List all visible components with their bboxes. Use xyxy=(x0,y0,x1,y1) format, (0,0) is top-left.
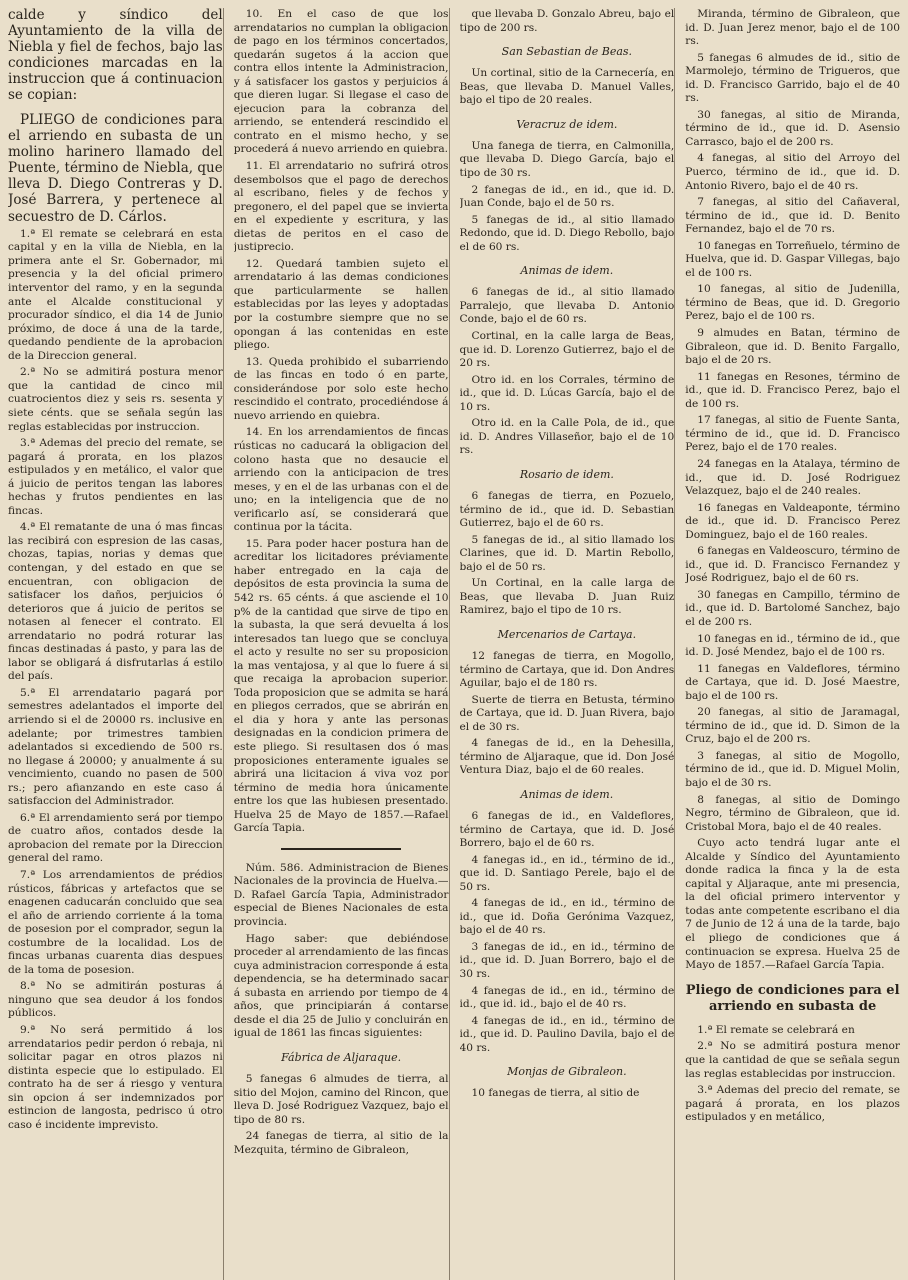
condition: 15. Para poder hacer postura han de acreditar los licitadores préviamente haber entregado en la caja de depósitos de esta provincia la suma de 542 rs. 65 cénts. á que asciende el 10 p% de la cantidad que sirve de tipo en la subasta, la que será devuelta á los interesados tan luego que se concluya el acto y resulte no ser su proposicion la mas ventajosa, y al que lo fuere á si que recaiga la aprobacion superior. Toda proposicion que se admita se hará en pliegos cerrados, que se abrirán en el dia y hora y ante las personas designadas en la condicion primera de este pliego. Si resultasen dos ó mas proposiciones enteramente iguales se abrirá una licitacion á viva voz por término de media hora únicamente entre los que las hubiesen presentado. Huelva 25 de Mayo de 1857.—Rafael García Tapia. xyxy=(233,537,449,835)
property-item: Una fanega de tierra, en Calmonilla, que llevaba D. Diego García, bajo el tipo de 30 rs. xyxy=(459,139,675,179)
column-4 xyxy=(685,8,900,1280)
notice-paragraph: Hago saber: que debiéndose proceder al arrendamiento de las fincas cuya administracion corresponde á esta dependencia, se ha determinado sacar á subasta en arriendo por tiempo de 4 años, que principiarán á contarse desde el dia 25 de Julio y concluirán en igual de 1861 las fincas siguientes: xyxy=(233,932,449,1040)
property-item: Un cortinal, sitio de la Carnecería, en Beas, que llevaba D. Manuel Valles, bajo el tipo de 20 reales. xyxy=(459,67,675,107)
condition: 12. Quedará tambien sujeto el arrendatario á las demas condiciones que particularmente se hallen establecidas por las leyes y adoptadas por la costumbre siempre que no se opongan á las contenidas en este pliego. xyxy=(233,257,449,352)
condition: 1.ª El remate se celebrará en esta capital y en la villa de Niebla, en la primera ante el Sr. Gobernador, mi presencia y la del oficial primero interventor del ramo, y en la segunda ante el Alcalde constitucional y procurador síndico, el dia 14 de Junio próximo, de doce á una de la tarde, quedando pendiente de la aprobacion de la Direccion general. xyxy=(8,227,223,362)
property-item: 2 fanegas de id., en id., que id. D. Juan Conde, bajo el de 50 rs. xyxy=(459,183,675,210)
property-item: 5 fanegas 6 almudes de tierra, al sitio del Mojon, camino del Rincon, que lleva D. José Rodriguez Vazquez, bajo el tipo de 80 rs. xyxy=(233,1073,449,1126)
closing-paragraph: Cuyo acto tendrá lugar ante el Alcalde y Síndico del Ayuntamiento donde radica la finca y la de esta capital y Aljaraque, ante mi presencia, la del oficial primero interventor y todas ante competente escribano el dia 7 de Junio de 12 á una de la tarde, bajo el pliego de condiciones que á continuacion se expresa. Huelva 25 de Mayo de 1857.—Rafael García Tapia. xyxy=(685,837,900,972)
property-item: Otro id. en los Corrales, término de id., que id. D. Lúcas García, bajo el de 10 rs. xyxy=(459,373,675,413)
condition: 4.ª El rematante de una ó mas fincas las recibirá con espresion de las casas, chozas, tapias, norias y demas que contengan, y del estado en que se encuentran, con obligacion de satisfacer los daños, perjuicios ó deterioros que á juicio de peritos se notasen al fenecer el contrato. El arrendatario no podrá roturar las fincas destinadas á pasto, y para las de labor se obligará á disfrutarlas á estilo del país. xyxy=(8,521,223,683)
property-item: 3 fanegas de id., en id., término de id., que id. D. Juan Borrero, bajo el de 30 rs. xyxy=(459,940,675,980)
property-item: 4 fanegas de id., en id., término de id., que id. id., bajo el de 40 rs. xyxy=(459,984,675,1011)
section-heading: Fábrica de Aljaraque. xyxy=(281,1050,402,1064)
property-item: 5 fanegas de id., al sitio llamado los Clarines, que id. D. Martin Rebollo, bajo el de 50 rs. xyxy=(459,533,675,573)
section-divider xyxy=(281,848,401,850)
condition: 7.ª Los arrendamientos de prédios rústicos, fábricas y artefactos que se enagenen caducarán concluido que sea el año de arriendo corriente á la toma de posesion por el comprador, segun la costumbre de la localidad. Los de fincas urbanas cuarenta dias despues de la toma de posesion. xyxy=(8,869,223,976)
property-item: 10 fanegas en Torreñuelo, término de Huelva, que id. D. Gaspar Villegas, bajo el de 100 rs. xyxy=(685,239,900,279)
property-item: 24 fanegas en la Atalaya, término de id., que id. D. José Rodriguez Velazquez, bajo el de 240 reales. xyxy=(685,457,900,498)
property-item: 10 fanegas en id., término de id., que id. D. José Mendez, bajo el de 100 rs. xyxy=(685,632,900,659)
column-2 xyxy=(234,8,450,1280)
property-item: 20 fanegas, al sitio de Jaramagal, término de id., que id. D. Simon de la Cruz, bajo el de 200 rs. xyxy=(685,706,900,746)
property-item: 10 fanegas de tierra, al sitio de xyxy=(471,1087,640,1100)
condition: 1.ª El remate se celebrará en xyxy=(697,1023,855,1036)
pliego-subheading: Pliego de condiciones para el arriendo en subasta de xyxy=(685,982,900,1015)
column-1 xyxy=(8,8,224,1280)
property-item: 12 fanegas de tierra, en Mogollo, término de Cartaya, que id. Don Andres Aguilar, bajo el de 180 rs. xyxy=(459,649,675,690)
condition: 3.ª Ademas del precio del remate, se pagará á prorata, en los plazos estipulados y en metálico, xyxy=(685,1084,900,1124)
property-item: 30 fanegas, al sitio de Miranda, término de id., que id. D. Asensio Carrasco, bajo el de 200 rs. xyxy=(685,108,900,148)
section-heading: Veracruz de idem. xyxy=(516,117,618,131)
property-item: Miranda, término de Gibraleon, que id. D. Juan Jerez menor, bajo el de 100 rs. xyxy=(685,8,900,48)
condition: 6.ª El arrendamiento será por tiempo de cuatro años, contados desde la aprobacion del remate por la Direccion general del ramo. xyxy=(8,811,223,865)
condition: 9.ª No será permitido á los arrendatarios pedir perdon ó rebaja, ni solicitar pagar en otros plazos ni distinta especie que lo estipulado. El contrato ha de ser á riesgo y ventura sin opcion á ser indemnizados por estincion de langosta, pedrisco ú otro caso é incidente imprevisto. xyxy=(8,1024,223,1131)
property-item: 8 fanegas, al sitio de Domingo Negro, término de Gibraleon, que id. Cristobal Mora, bajo el de 40 reales. xyxy=(685,793,900,833)
property-item: 16 fanegas en Valdeaponte, término de id., que id. D. Francisco Perez Dominguez, bajo el de 160 reales. xyxy=(685,501,900,541)
property-item: 5 fanegas de id., al sitio llamado Redondo, que id. D. Diego Rebollo, bajo el de 60 rs. xyxy=(459,213,675,253)
notice-paragraph: Núm. 586. Administracion de Bienes Nacionales de la provincia de Huelva.—D. Rafael García Tapia, Administrador especial de Bienes Nacionales de esta provincia. xyxy=(233,861,449,928)
section-heading: Rosario de idem. xyxy=(519,467,614,481)
section-heading: Animas de idem. xyxy=(520,264,614,278)
section-heading: Mercenarios de Cartaya. xyxy=(497,627,637,641)
condition: 14. En los arrendamientos de fincas rústicas no caducará la obligacion del colono hasta que no desaucie el arriendo con la anticipacion de tres meses, y en el de las urbanas con el de uno; en la inteligencia que de no verificarlo así, se considerará que continua por la tácita. xyxy=(233,426,449,534)
property-item: 6 fanegas de id., en Valdeflores, término de Cartaya, que id. D. José Borrero, bajo el de 60 rs. xyxy=(459,809,675,850)
section-heading: Monjas de Gibraleon. xyxy=(507,1065,627,1079)
property-item: 10 fanegas, al sitio de Judenilla, término de Beas, que id. D. Gregorio Perez, bajo el de 100 rs. xyxy=(685,283,900,323)
condition: 2.ª No se admitirá postura menor que la cantidad de que se señala segun las reglas establecidas por instruccion. xyxy=(685,1040,900,1080)
property-item: 17 fanegas, al sitio de Fuente Santa, término de id., que id. D. Francisco Perez, bajo el de 170 reales. xyxy=(685,414,900,454)
pliego-title: PLIEGO de condiciones para el arriendo en subasta de un molino harinero llamado del Puente, término de Niebla, que lleva D. Diego Contreras y D. José Barrera, y pertenece al secuestro de D. Cárlos. xyxy=(8,111,223,225)
property-item: que llevaba D. Gonzalo Abreu, bajo el tipo de 200 rs. xyxy=(459,8,675,34)
property-item: 3 fanegas, al sitio de Mogollo, término de id., que id. D. Miguel Molin, bajo el de 30 rs. xyxy=(685,749,900,789)
property-item: 5 fanegas 6 almudes de id., sitio de Marmolejo, término de Trigueros, que id. D. Francisco Garrido, bajo el de 40 rs. xyxy=(685,51,900,105)
condition: 3.ª Ademas del precio del remate, se pagará á prorata, en los plazos estipulados y en metálico, el valor que á juicio de peritos tengan las labores hechas y frutos pendientes en las fincas. xyxy=(8,437,223,517)
intro-paragraph: calde y síndico del Ayuntamiento de la villa de Niebla y fiel de fechos, bajo las condiciones marcadas en la instruccion que á continuacion se copian: xyxy=(8,8,223,103)
property-item: 4 fanegas, al sitio del Arroyo del Puerco, término de id., que id. D. Antonio Rivero, bajo el de 40 rs. xyxy=(685,152,900,192)
condition: 11. El arrendatario no sufrirá otros desembolsos que el pago de derechos al escribano, fieles y de fechos y pregonero, el del papel que se invierta en el expediente y escritura, y las dietas de peritos en el caso de justiprecio. xyxy=(233,160,449,254)
property-item: 11 fanegas en Resones, término de id., que id. D. Francisco Perez, bajo el de 100 rs. xyxy=(685,370,900,410)
property-item: 11 fanegas en Valdeflores, término de Cartaya, que id. D. José Maestre, bajo el de 100 rs. xyxy=(685,662,900,702)
property-item: 9 almudes en Batan, término de Gibraleon, que id. D. Benito Fargallo, bajo el de 20 rs. xyxy=(685,327,900,367)
property-item: 4 fanegas de id., en id., término de id., que id. Doña Gerónima Vazquez, bajo el de 40 rs. xyxy=(459,897,675,937)
property-item: Un Cortinal, en la calle larga de Beas, que llevaba D. Juan Ruiz Ramirez, bajo el tipo de 10 rs. xyxy=(459,577,675,617)
property-item: 24 fanegas de tierra, al sitio de la Mezquita, término de Gibraleon, xyxy=(233,1130,449,1156)
property-item: 4 fanegas de id., en id., término de id., que id. D. Paulino Davila, bajo el de 40 rs. xyxy=(459,1014,675,1054)
property-item: Cortinal, en la calle larga de Beas, que id. D. Lorenzo Gutierrez, bajo el de 20 rs. xyxy=(459,329,675,370)
condition: 2.ª No se admitirá postura menor que la cantidad de cinco mil cuatrocientos diez y seis rs. sesenta y siete cénts. que se señala según las reglas establecidas por instruccion. xyxy=(8,366,223,433)
property-item: 6 fanegas de tierra, en Pozuelo, término de id., que id. D. Sebastian Gutierrez, bajo el de 60 rs. xyxy=(459,489,675,530)
property-item: 6 fanegas en Valdeoscuro, término de id., que id. D. Francisco Fernandez y José Rodriguez, bajo el de 60 rs. xyxy=(685,545,900,585)
condition: 8.ª No se admitirán posturas á ninguno que sea deudor á los fondos públicos. xyxy=(8,980,223,1020)
section-heading: San Sebastian de Beas. xyxy=(501,45,633,59)
property-item: 4 fanegas id., en id., término de id., que id. D. Santiago Perele, bajo el de 50 rs. xyxy=(459,853,675,893)
property-item: Otro id. en la Calle Pola, de id., que id. D. Andres Villaseñor, bajo el de 10 rs. xyxy=(459,417,675,457)
property-item: 7 fanegas, al sitio del Cañaveral, término de id., que id. D. Benito Fernandez, bajo el de 70 rs. xyxy=(685,196,900,236)
condition: 5.ª El arrendatario pagará por semestres adelantados el importe del arriendo si el de 20000 rs. inclusive en adelante; por trimestres tambien adelantados si excediendo de 500 rs. no llegase á 20000; y anualmente á su vencimiento, cuando no pasen de 500 rs.; pero afianzando en este caso á satisfaccion del Administrador. xyxy=(8,686,223,808)
property-item: 30 fanegas en Campillo, término de id., que id. D. Bartolomé Sanchez, bajo el de 200 rs. xyxy=(685,588,900,628)
condition: 10. En el caso de que los arrendatarios no cumplan la obligacion de pago en los términos concertados, quedarán sugetos á la accion que contra ellos intente la Administracion, y á satisfacer los gastos y perjuicios á que dieren lugar. Si llegase el caso de ejecucion para la cobranza del arriendo, se entenderá rescindido el contrato en el mismo hecho, y se procederá á nuevo arriendo en quiebra. xyxy=(233,8,449,156)
property-item: 4 fanegas de id., en la Dehesilla, término de Aljaraque, que id. Don José Ventura Diaz, bajo el de 60 reales. xyxy=(459,737,675,777)
column-3 xyxy=(460,8,676,1280)
condition: 13. Queda prohibido el subarriendo de las fincas en todo ó en parte, considerándose por solo este hecho rescindido el contrato, procediéndose á nuevo arriendo en quiebra. xyxy=(233,355,449,422)
section-heading: Animas de idem. xyxy=(520,787,614,801)
property-item: Suerte de tierra en Betusta, término de Cartaya, que id. D. Juan Rivera, bajo el de 30 rs. xyxy=(459,693,675,733)
property-item: 6 fanegas de id., al sitio llamado Parralejo, que llevaba D. Antonio Conde, bajo el de 60 rs. xyxy=(459,286,675,326)
